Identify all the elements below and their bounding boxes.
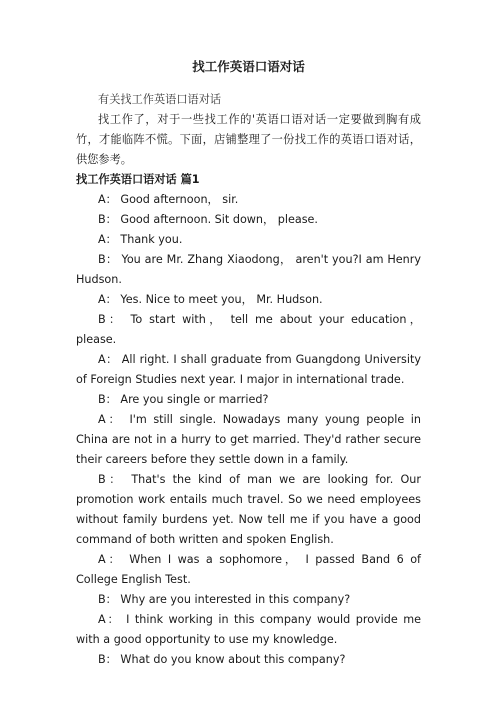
dialog-line: A： I think working in this company would provide me with a good opportunity to use my knowledge. <box>76 613 421 646</box>
dialog-line: B： That's the kind of man we are looking for. Our promotion work entails much travel. So we need employees without family burdens yet. Now tell me if you have a good command of both written and spoken English. <box>76 473 421 546</box>
intro-paragraph: 找工作了，对于一些找工作的'英语口语对话一定要做到胸有成竹，才能临阵不慌。下面，店铺整理了一份找工作的英语口语对话，供您参考。 <box>76 113 421 166</box>
dialog-line: A： Thank you. <box>98 233 183 246</box>
dialog-line: B： Why are you interested in this company? <box>98 593 351 606</box>
dialog-line: A： Yes. Nice to meet you， Mr. Hudson. <box>98 293 323 306</box>
document-title: 找工作英语口语对话 <box>192 59 305 74</box>
dialog-line: A： I'm still single. Nowadays many young people in China are not in a hurry to get married. They'd rather secure their careers before they settle down in a family. <box>76 413 421 466</box>
dialog-line: B： To start with， tell me about your education， please. <box>76 313 421 346</box>
dialog-line: A： When I was a sophomore， I passed Band 6 of College English Test. <box>76 553 421 586</box>
dialog-line: B： Are you single or married? <box>98 393 269 406</box>
dialog-line: B： What do you know about this company? <box>98 653 346 666</box>
dialog-line: B： Good afternoon. Sit down， please. <box>98 213 318 226</box>
dialog-line: A： Good afternoon， sir. <box>98 193 239 206</box>
dialog-line: B： You are Mr. Zhang Xiaodong， aren't you?I am Henry Hudson. <box>76 253 421 286</box>
section-heading: 找工作英语口语对话 篇1 <box>76 173 200 186</box>
document-page <box>76 58 421 670</box>
dialog-line: A： All right. I shall graduate from Guangdong University of Foreign Studies next year. I major in international trade. <box>76 353 421 386</box>
subtitle: 有关找工作英语口语对话 <box>98 93 222 106</box>
